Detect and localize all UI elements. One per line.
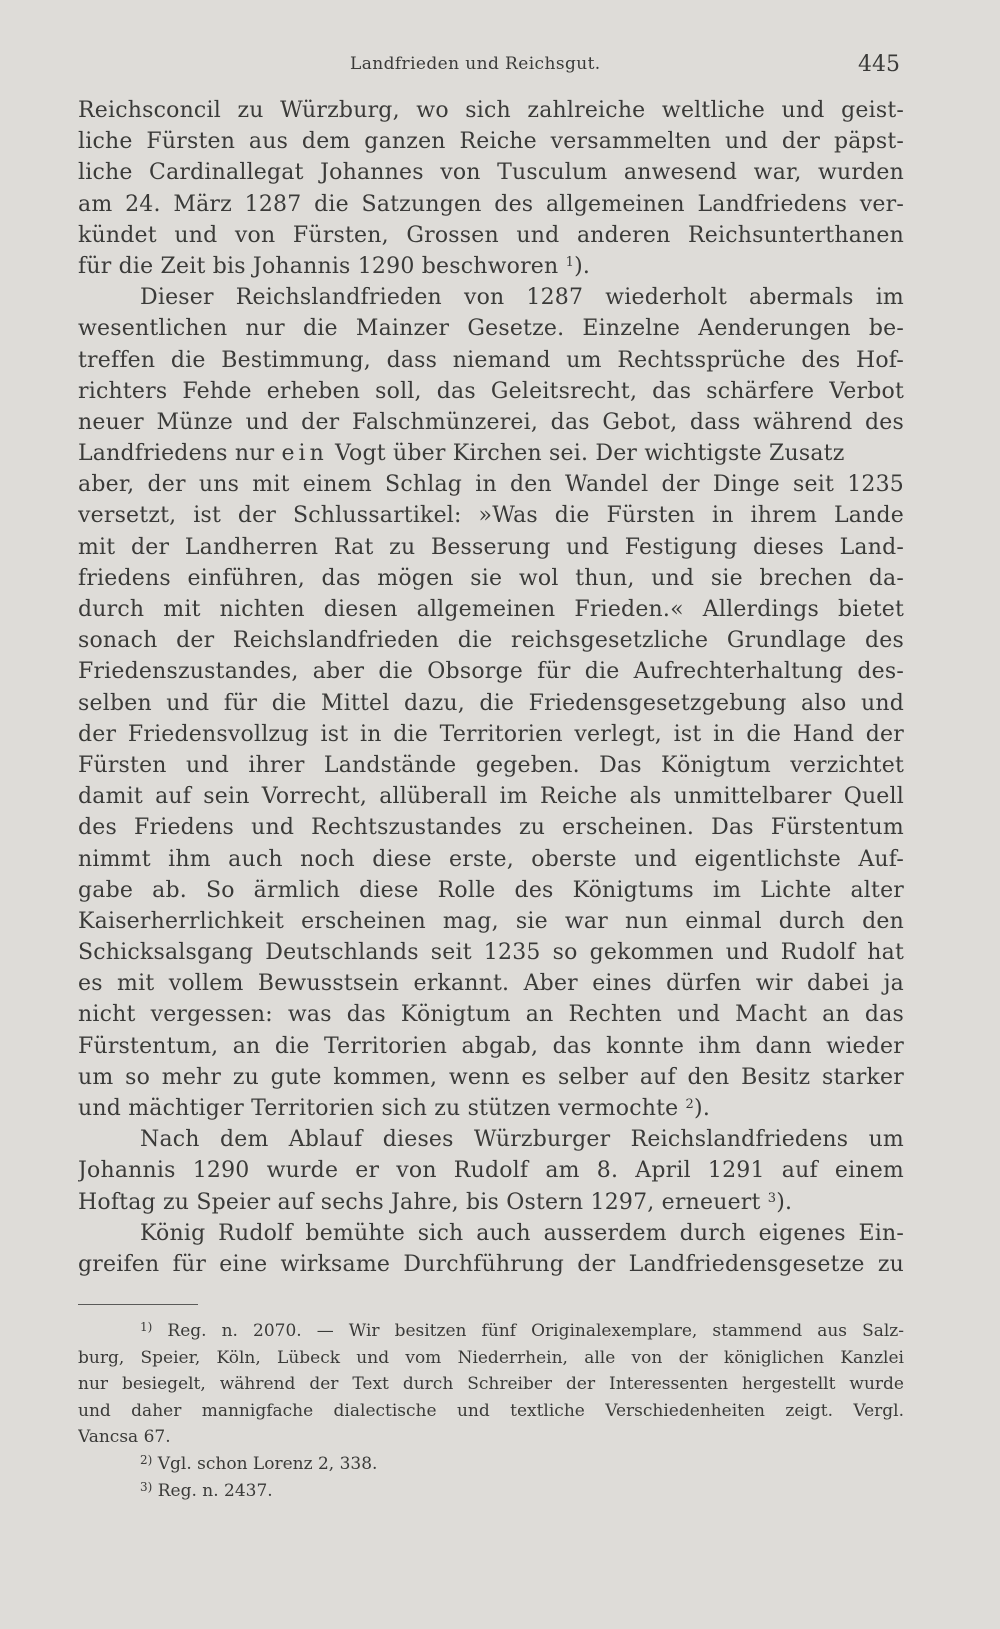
text-line: nicht vergessen: was das Königtum an Rechten und Macht an das — [78, 1002, 904, 1028]
footnote-line: Vancsa 67. — [78, 1427, 171, 1448]
footnote-line: burg, Speier, Köln, Lübeck und vom Niederrhein, alle von der königlichen Kanzlei — [78, 1347, 904, 1368]
text-line: um so mehr zu gute kommen, wenn es selber auf den Besitz starker — [78, 1064, 904, 1090]
text-line: Friedenszustandes, aber die Obsorge für die Aufrechterhaltung des- — [78, 659, 904, 685]
footnote-line — [78, 1451, 904, 1478]
text-line: liche Fürsten aus dem ganzen Reiche versammelten und der päpst- — [78, 129, 904, 155]
text-line: damit auf sein Vorrecht, allüberall im Reiche als unmittelbarer Quell — [78, 784, 904, 810]
text-segment: Vogt über Kirchen sei. Der wichtigste Zusatz — [334, 441, 845, 467]
text-line: mit der Landherren Rat zu Besserung und Festigung dieses Land- — [78, 534, 904, 560]
footnote-line — [78, 1478, 904, 1505]
text-line: König Rudolf bemühte sich auch ausserdem durch eigenes Ein- — [140, 1220, 904, 1246]
text-line: Dieser Reichslandfrieden von 1287 wiederholt abermals im — [140, 285, 904, 311]
footnote-line — [78, 1318, 904, 1345]
text-line: Fürsten und ihrer Landstände gegeben. Das Königtum verzichtet — [78, 752, 904, 778]
footnote-ref-closer: ). — [574, 253, 591, 279]
footnote-ref-closer: ). — [694, 1096, 711, 1121]
text-line: neuer Münze und der Falschmünzerei, das Gebot, dass während des — [78, 409, 904, 435]
footnote-ref: 2 — [685, 1097, 695, 1112]
text-line: sonach der Reichslandfrieden die reichsgesetzliche Grundlage des — [78, 628, 904, 654]
page-number: 445 — [858, 52, 900, 77]
footnote-line: nur besiegelt, während der Text durch Schreiber der Interessenten hergestellt wurde — [78, 1374, 904, 1395]
footnote-text: Vgl. schon Lorenz 2, 338. — [157, 1453, 378, 1474]
text-line: der Friedensvollzug ist in die Territorien verlegt, ist in die Hand der — [78, 721, 904, 747]
footnote-marker: 1) — [140, 1320, 153, 1334]
text-segment: Landfriedens nur — [78, 441, 275, 467]
text-line: Fürstentum, an die Territorien abgab, das konnte ihm dann wieder — [78, 1033, 904, 1059]
text-line: gabe ab. So ärmlich diese Rolle des Königtums im Lichte alter — [78, 877, 904, 903]
text-line — [78, 251, 904, 282]
text-segment: für die Zeit bis Johannis 1290 beschworen — [78, 253, 559, 279]
footnotes — [78, 1318, 904, 1504]
footnote-ref-closer: ). — [776, 1189, 793, 1215]
text-line: wesentlichen nur die Mainzer Gesetze. Einzelne Aenderungen be- — [78, 316, 904, 342]
running-head — [78, 50, 904, 86]
text-line: liche Cardinallegat Johannes von Tusculum anwesend war, wurden — [78, 160, 904, 186]
text-line — [78, 1187, 904, 1218]
text-line: richters Fehde erheben soll, das Geleitsrecht, das schärfere Verbot — [78, 378, 904, 404]
footnote-ref: 3 — [767, 1190, 777, 1206]
text-line: es mit vollem Bewusstsein erkannt. Aber eines dürfen wir dabei ja — [78, 971, 904, 997]
footnote-marker: 3) — [140, 1479, 153, 1494]
text-line: kündet und von Fürsten, Grossen und anderen Reichsunterthanen — [78, 222, 904, 248]
running-title: Landfrieden und Reichsgut. — [350, 54, 601, 74]
footnote-ref: 1 — [565, 254, 575, 270]
text-line: treffen die Bestimmung, dass niemand um Rechtssprüche des Hof- — [78, 347, 904, 373]
text-segment: und mächtiger Territorien sich zu stützen vermochte — [78, 1096, 679, 1121]
text-line: greifen für eine wirksame Durchführung der Landfriedensgesetze zu — [78, 1251, 904, 1277]
text-line: versetzt, ist der Schlussartikel: »Was die Fürsten in ihrem Lande — [78, 503, 904, 529]
footnote-text: Reg. n. 2437. — [157, 1480, 273, 1501]
footnote-divider — [78, 1304, 198, 1305]
text-line: aber, der uns mit einem Schlag in den Wandel der Dinge seit 1235 — [78, 472, 904, 498]
text-line: Nach dem Ablauf dieses Würzburger Reichslandfriedens um — [140, 1127, 904, 1153]
text-line: selben und für die Mittel dazu, die Friedensgesetzgebung also und — [78, 690, 904, 716]
text-line: durch mit nichten diesen allgemeinen Frieden.« Allerdings bietet — [78, 597, 904, 622]
text-line — [78, 438, 904, 469]
text-line: Reichsconcil zu Würzburg, wo sich zahlreiche weltliche und geist- — [78, 98, 904, 123]
footnote-marker: 2) — [140, 1452, 153, 1467]
emphasis-spaced: ein — [281, 441, 328, 467]
text-line: des Friedens und Rechtszustandes zu erscheinen. Das Fürstentum — [78, 815, 904, 841]
text-line: Kaiserherrlichkeit erscheinen mag, sie war nun einmal durch den — [78, 908, 904, 934]
footnote-text: Reg. n. 2070. — Wir besitzen fünf Originalexemplare, stammend aus Salz- — [167, 1321, 904, 1341]
body-text — [78, 95, 904, 1280]
text-line: Schicksalsgang Deutschlands seit 1235 so gekommen und Rudolf hat — [78, 940, 904, 966]
text-line: Johannis 1290 wurde er von Rudolf am 8. April 1291 auf einem — [78, 1158, 904, 1184]
text-line — [78, 1093, 904, 1124]
text-line: am 24. März 1287 die Satzungen des allgemeinen Landfriedens ver- — [78, 191, 904, 217]
text-line: nimmt ihm auch noch diese erste, oberste und eigentlichste Auf- — [78, 846, 904, 872]
text-line: friedens einführen, das mögen sie wol thun, und sie brechen da- — [78, 565, 904, 591]
footnote-line: und daher mannigfache dialectische und textliche Verschiedenheiten zeigt. Vergl. — [78, 1400, 904, 1421]
text-segment: Hoftag zu Speier auf sechs Jahre, bis Ostern 1297, erneuert — [78, 1189, 761, 1215]
